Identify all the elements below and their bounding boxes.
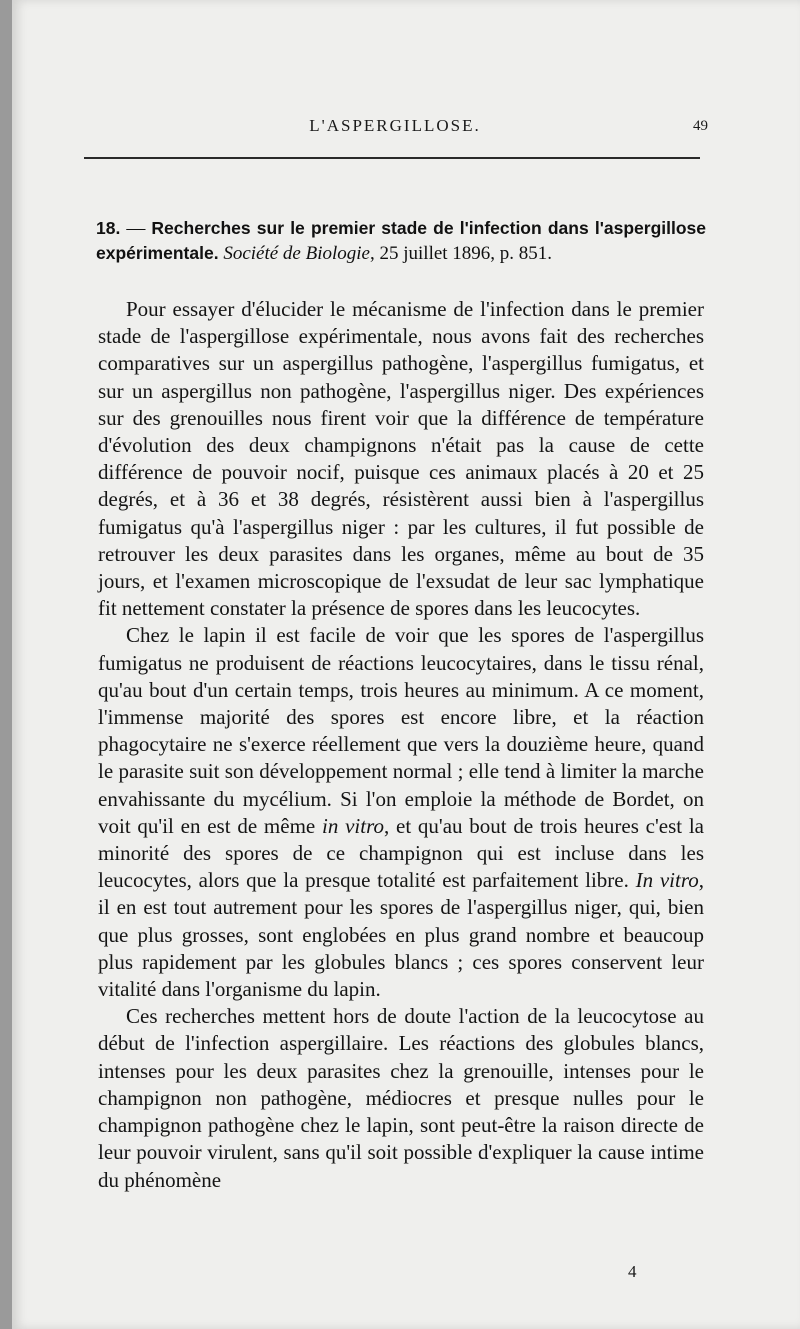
entry-dash: — [120, 218, 152, 239]
paragraph-2 [98, 622, 704, 1003]
paragraph-2-italic-2: In vitro [635, 868, 699, 893]
paragraph-2-part-b: , et qu'au bout de trois heures c'est la minorité des spores de ce champignon qui est incluse dans les leucocytes, alors que la presque totalité est parfaitement libre. [98, 813, 704, 893]
book-page [12, 0, 800, 1329]
page-number: 49 [693, 118, 708, 134]
running-title: L'ASPERGILLOSE. [309, 116, 481, 135]
paragraph-2-italic-1: in vitro [322, 813, 384, 838]
entry-heading [96, 216, 706, 266]
journal-name: Société de Biologie [223, 243, 370, 264]
signature-mark: 4 [628, 1262, 637, 1281]
paragraph-1: Pour essayer d'élucider le mécanisme de l'infection dans le premier stade de l'aspergillose expérimentale, nous avons fait des recherches comparatives sur un aspergillus pathogène, l'aspergillus fumigatus, et sur un aspergillus non pathogène, l'aspergillus niger. Des expériences sur des grenouilles nous firent voir que la différence de température d'évolution des deux champignons n'était pas la cause de cette différence de pouvoir nocif, puisque ces animaux placés à 20 et 25 degrés, et à 36 et 38 degrés, résistèrent aussi bien à l'aspergillus fumigatus qu'à l'aspergillus niger : par les cultures, il fut possible de retrouver les deux parasites dans les organes, même au bout de 35 jours, et l'examen microscopique de l'exsudat de leur sac lymphatique fit nettement constater la présence de spores dans les leucocytes. [98, 297, 704, 621]
header-rule [84, 157, 700, 159]
body-text [98, 296, 704, 1194]
paragraph-3: Ces recherches mettent hors de doute l'action de la leucocytose au début de l'infection aspergillaire. Les réactions des globules blancs, intenses pour les deux parasites chez la grenouille, intenses pour le champignon non pathogène, médiocres et presque nulles pour le champignon pathogène chez le lapin, sont peut-être la raison directe de leur pouvoir virulent, sans qu'il soit possible d'expliquer la cause intime du phénomène [98, 1004, 704, 1192]
paragraph-2-part-c: , il en est tout autrement pour les spores de l'aspergillus niger, qui, bien que plus grosses, sont englobées en plus grand nombre et beaucoup plus rapidement par les globules blancs ; ces spores conservent leur vitalité dans l'organisme du lapin. [98, 868, 704, 1002]
page-header [90, 116, 708, 146]
paragraph-2-part-a: Chez le lapin il est facile de voir que les spores de l'aspergillus fumigatus ne produisent de réactions leucocytaires, dans le tissu rénal, qu'au bout d'un certain temps, trois heures au minimum. A ce moment, l'immense majorité des spores est encore libre, et la réaction phagocytaire ne s'exerce réellement que vers la douzième heure, quand le parasite suit son développement normal ; elle tend à limiter la marche envahissante du mycélium. Si l'on emploie la méthode de Bordet, on voit qu'il en est de même [98, 623, 704, 838]
entry-title: Recherches sur le premier stade de l'infection dans l'aspergillose expérimentale. [96, 218, 707, 263]
entry-number: 18. [96, 218, 121, 238]
citation-details: , 25 juillet 1896, p. 851. [369, 243, 553, 264]
